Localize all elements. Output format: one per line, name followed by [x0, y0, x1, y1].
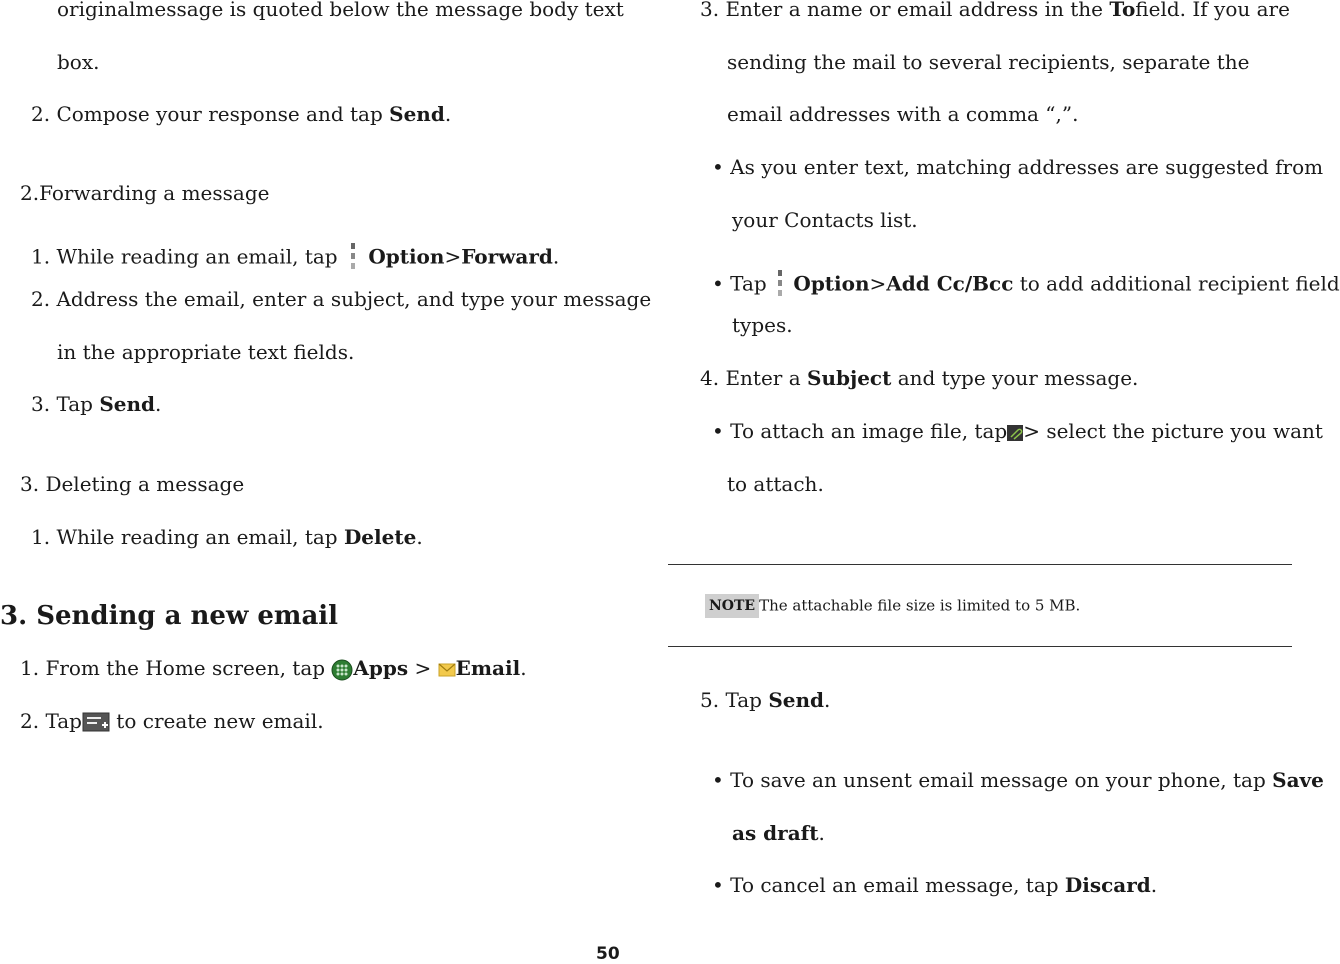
attach-bullet: • To attach an image file, tap > select the picture you want — [712, 419, 1323, 443]
note-bottom-rule — [668, 646, 1292, 647]
send-step-2: 2. Tap to create new email. — [20, 709, 324, 733]
note-box — [705, 592, 1080, 618]
save-draft-bullet-cont: as draft. — [732, 821, 825, 845]
page-number: 50 — [596, 944, 620, 964]
suggest-bullet: • As you enter text, matching addresses are suggested from — [712, 155, 1324, 179]
attach-icon — [1007, 425, 1023, 441]
discard-bullet: • To cancel an email message, tap Discard. — [712, 873, 1158, 897]
section-heading-sending: 3. Sending a new email — [0, 601, 339, 631]
quote-note-line-2: box. — [57, 50, 100, 74]
to-field-step-cont-1: sending the mail to several recipients, separate the — [727, 50, 1250, 74]
cc-bcc-bullet: • Tap Option>Add Cc/Bcc to add additional recipient field — [712, 268, 1340, 302]
reply-step-2: 2. Compose your response and tap Send. — [31, 102, 452, 126]
email-icon — [438, 662, 456, 678]
forward-step-3: 3. Tap Send. — [31, 392, 162, 416]
cc-bcc-bullet-cont: types. — [732, 313, 793, 337]
save-draft-bullet: • To save an unsent email message on your phone, tap Save — [712, 768, 1324, 792]
to-field-step: 3. Enter a name or email address in the Tofield. If you are — [700, 0, 1290, 21]
to-field-step-cont-2: email addresses with a comma “,”. — [727, 102, 1079, 126]
note-label: NOTE — [705, 594, 759, 618]
section-deleting-title: 3. Deleting a message — [20, 472, 245, 496]
section-forwarding-title: 2.Forwarding a message — [20, 181, 270, 205]
overflow-menu-icon — [773, 268, 787, 302]
delete-step-1: 1. While reading an email, tap Delete. — [31, 525, 423, 549]
forward-step-2-cont: in the appropriate text fields. — [57, 340, 355, 364]
forward-step-1: 1. While reading an email, tap Option>Forward. — [31, 241, 559, 275]
note-text: The attachable file size is limited to 5 MB. — [759, 596, 1081, 615]
suggest-bullet-cont: your Contacts list. — [732, 208, 918, 232]
send-step-1: 1. From the Home screen, tap Apps > Email. — [20, 656, 527, 680]
send-step-5: 5. Tap Send. — [700, 688, 831, 712]
apps-icon — [331, 659, 353, 681]
compose-icon — [82, 712, 110, 734]
attach-bullet-cont: to attach. — [727, 472, 824, 496]
overflow-menu-icon — [344, 241, 362, 275]
forward-step-2: 2. Address the email, enter a subject, and type your message — [31, 287, 652, 311]
subject-step: 4. Enter a Subject and type your message. — [700, 366, 1139, 390]
note-top-rule — [668, 564, 1292, 565]
quote-note-line-1: originalmessage is quoted below the message body text — [57, 0, 624, 21]
